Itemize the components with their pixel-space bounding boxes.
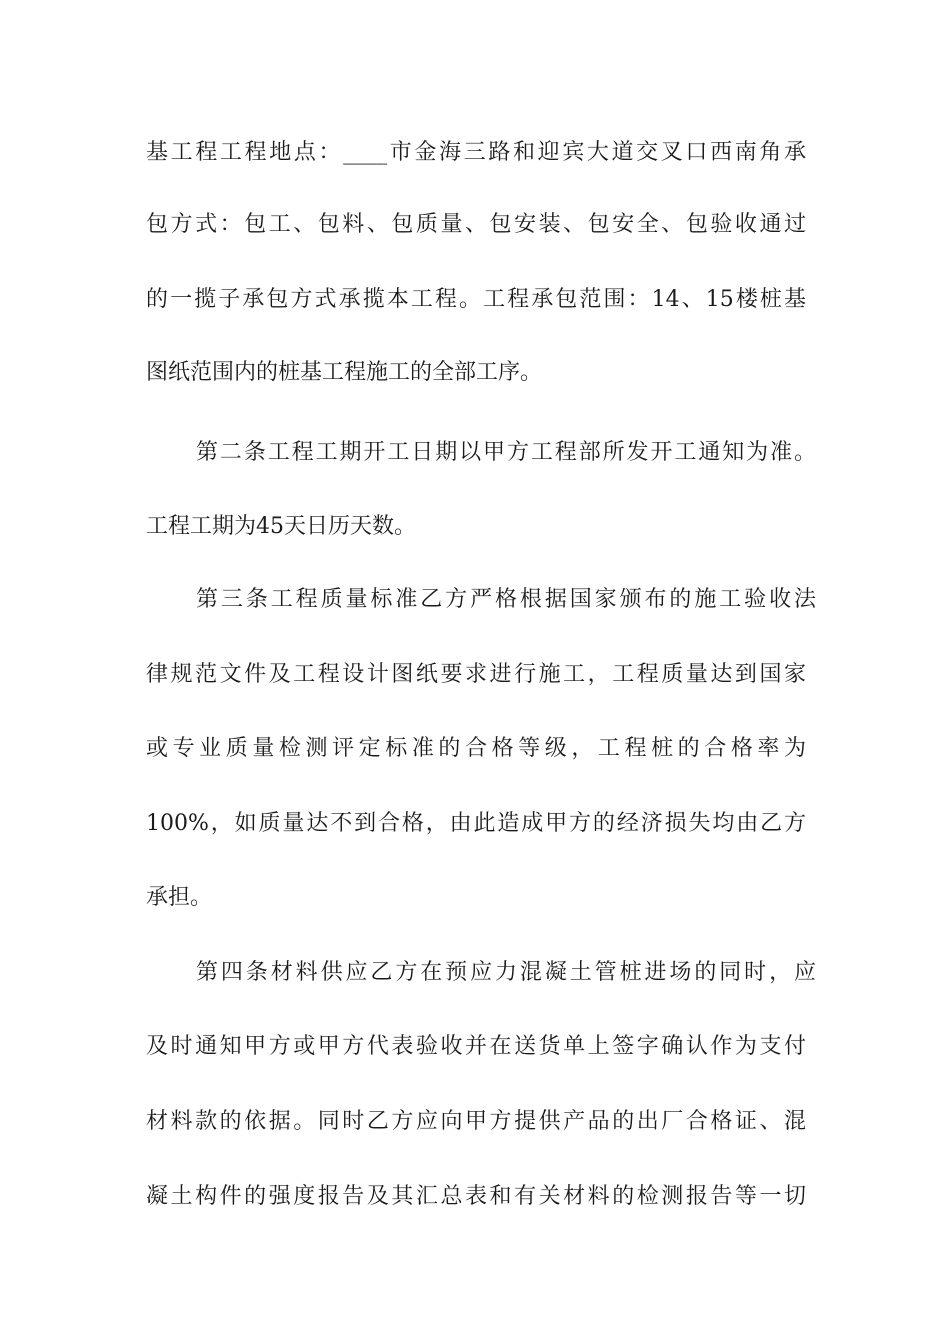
text-line: 律规范文件及工程设计图纸要求进行施工，工程质量达到国家 — [146, 662, 806, 687]
text-line: 凝土构件的强度报告及其汇总表和有关材料的检测报告等一切 — [146, 1184, 806, 1209]
text-line: 工程工期为45天日历天数。 — [146, 514, 416, 539]
text-line: 材料款的依据。同时乙方应向甲方提供产品的出厂合格证、混 — [146, 1109, 806, 1134]
paragraph-start-line: 第二条工程工期开工日期以甲方工程部所发开工通知为准。 — [196, 440, 816, 465]
paragraph-start-line: 第三条工程质量标准乙方严格根据国家颁布的施工验收法 — [196, 587, 816, 612]
text-line: 承担。 — [146, 885, 213, 910]
text-line: 及时通知甲方或甲方代表验收并在送货单上签字确认作为支付 — [146, 1034, 806, 1059]
paragraph-start-line: 第四条材料供应乙方在预应力混凝土管桩进场的同时，应 — [196, 960, 816, 985]
text-line: 图纸范围内的桩基工程施工的全部工序。 — [146, 360, 543, 385]
text-line: 基工程工程地点：____市金海三路和迎宾大道交叉口西南角承 — [146, 140, 806, 165]
text-line: 包方式：包工、包料、包质量、包安装、包安全、包验收通过 — [146, 212, 806, 237]
text-line: 100%，如质量达不到合格，由此造成甲方的经济损失均由乙方 — [146, 811, 806, 836]
text-line: 的一揽子承包方式承揽本工程。工程承包范围：14、15楼桩基 — [146, 287, 806, 312]
text-line: 或专业质量检测评定标准的合格等级，工程桩的合格率为 — [146, 736, 806, 761]
